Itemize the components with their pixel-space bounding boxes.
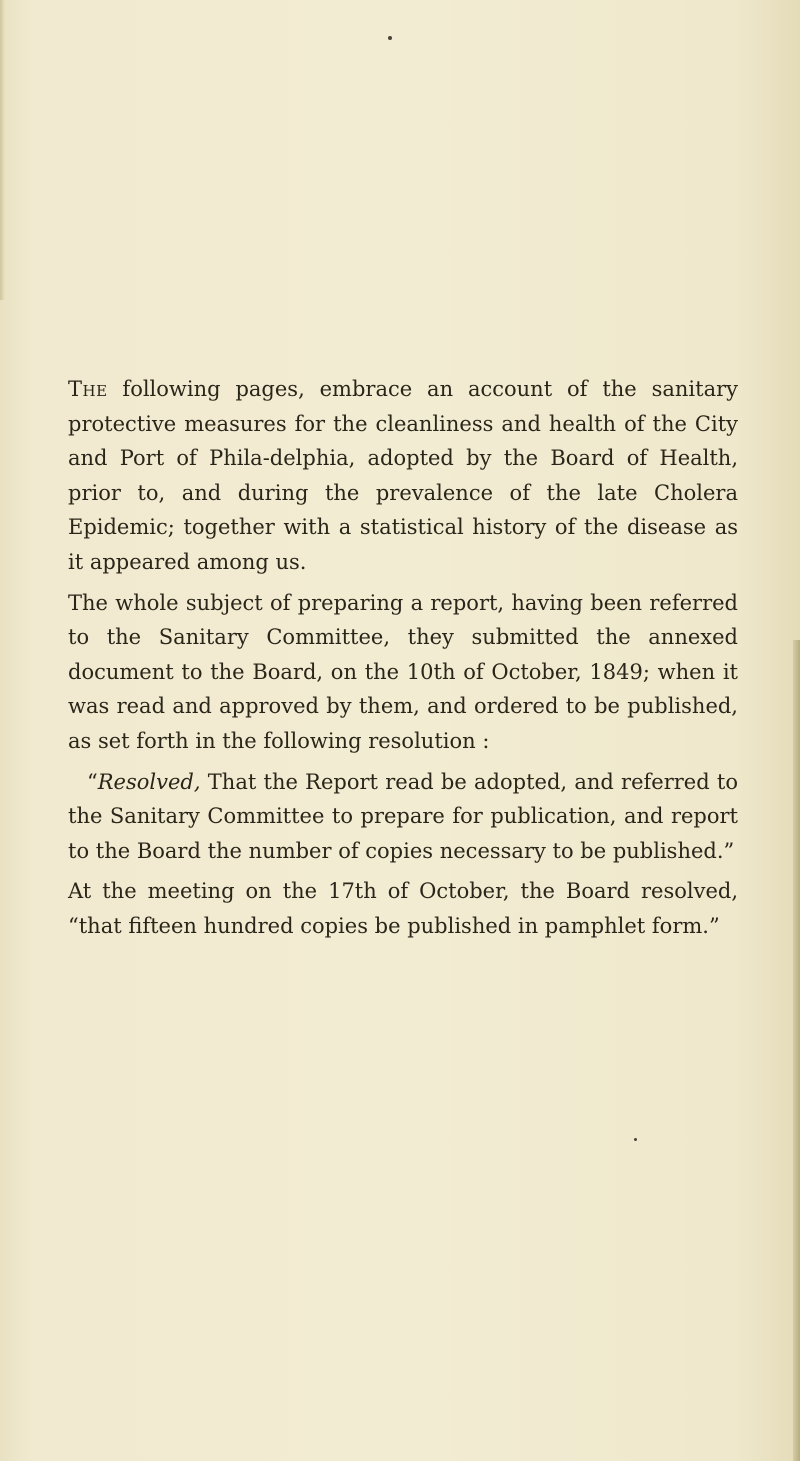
page-right-edge (793, 640, 800, 1461)
paper-speck (388, 36, 392, 40)
paragraph-committee-report: The whole subject of preparing a report, having been referred to the Sanitary Committee, they submitted the annexed document to the Board, on the 10th of October, 1849; when it was read and approved by them, and ordered to be published, as set forth in the following resolution : (68, 590, 738, 753)
paper-speck (634, 1138, 637, 1141)
paragraph-text: That the Report read be adopted, and referred to the Sanitary Committee to prepare for publication, and report to the Board the number of copies necessary to be published.” (68, 769, 738, 863)
document-body (68, 372, 738, 944)
page-left-edge (0, 0, 5, 300)
paragraph-meeting: At the meeting on the 17th of October, the Board resolved, “that fifteen hundred copies be published in pamphlet form.” (68, 879, 738, 938)
paragraph-introduction (68, 372, 738, 580)
open-quote: “ (87, 769, 98, 794)
paragraph-resolution (68, 765, 738, 869)
paragraph-text: following pages, embrace an account of the sanitary protective measures for the cleanliness and health of the City and Port of Phila-delphia, adopted by the Board of Health, prior to, and during the prevalence of the late Cholera Epidemic; together with a statistical history of the disease as it appeared among us. (68, 377, 738, 574)
paragraph-lead-word: The (68, 377, 108, 401)
resolved-word: Resolved, (97, 769, 201, 794)
